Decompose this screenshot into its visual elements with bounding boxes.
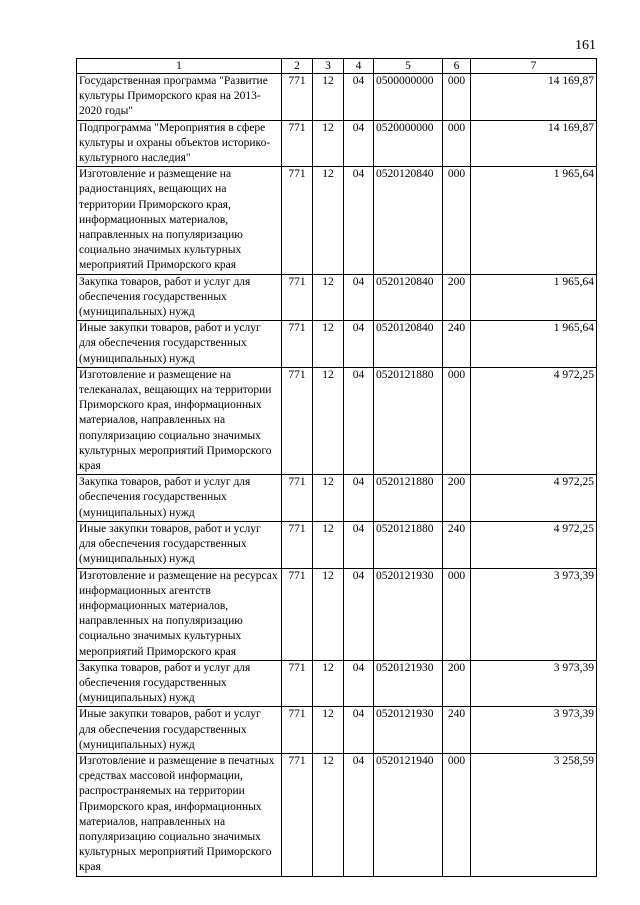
column-header: 7: [471, 59, 597, 74]
row-section-code: 12: [313, 367, 344, 474]
row-section-code: 12: [313, 660, 344, 707]
row-name: Иные закупки товаров, работ и услуг для обеспечения государственных (муниципальных) нужд: [77, 321, 282, 368]
table-body: [77, 74, 597, 877]
table-row: [77, 167, 597, 274]
row-ved-code: 771: [282, 660, 313, 707]
row-name: Закупка товаров, работ и услуг для обеспечения государственных (муниципальных) нужд: [77, 475, 282, 522]
budget-table: [76, 58, 597, 877]
table-row: [77, 753, 597, 876]
row-ved-code: 771: [282, 274, 313, 321]
table-row: [77, 274, 597, 321]
row-name: Закупка товаров, работ и услуг для обеспечения государственных (муниципальных) нужд: [77, 660, 282, 707]
row-ved-code: 771: [282, 367, 313, 474]
row-subsection-code: 04: [344, 274, 374, 321]
row-amount: 1 965,64: [471, 321, 597, 368]
row-amount: 4 972,25: [471, 367, 597, 474]
column-header: 2: [282, 59, 313, 74]
row-subsection-code: 04: [344, 568, 374, 660]
row-target-code: 0520120840: [374, 167, 443, 274]
row-expense-type: 000: [443, 753, 471, 876]
row-amount: 4 972,25: [471, 475, 597, 522]
row-section-code: 12: [313, 521, 344, 568]
row-name: Изготовление и размещение на радиостанциях, вещающих на территории Приморского края, информационных материалов, направленных на популяризацию социально значимых культурных мероприятий Приморского края: [77, 167, 282, 274]
row-section-code: 12: [313, 707, 344, 754]
row-section-code: 12: [313, 568, 344, 660]
row-expense-type: 000: [443, 568, 471, 660]
column-header: 6: [443, 59, 471, 74]
table-row: [77, 707, 597, 754]
row-section-code: 12: [313, 74, 344, 121]
column-header: 4: [344, 59, 374, 74]
row-ved-code: 771: [282, 74, 313, 121]
row-subsection-code: 04: [344, 521, 374, 568]
row-ved-code: 771: [282, 475, 313, 522]
row-ved-code: 771: [282, 707, 313, 754]
row-ved-code: 771: [282, 120, 313, 167]
row-amount: 4 972,25: [471, 521, 597, 568]
table-row: [77, 367, 597, 474]
row-target-code: 0520121930: [374, 568, 443, 660]
row-amount: 14 169,87: [471, 74, 597, 121]
table-row: [77, 321, 597, 368]
row-expense-type: 000: [443, 167, 471, 274]
row-subsection-code: 04: [344, 120, 374, 167]
row-target-code: 0520121880: [374, 521, 443, 568]
row-section-code: 12: [313, 274, 344, 321]
row-ved-code: 771: [282, 321, 313, 368]
row-subsection-code: 04: [344, 321, 374, 368]
row-subsection-code: 04: [344, 753, 374, 876]
row-section-code: 12: [313, 167, 344, 274]
column-header: 5: [374, 59, 443, 74]
row-section-code: 12: [313, 120, 344, 167]
row-name: Изготовление и размещение в печатных средствах массовой информации, распространяемых на территории Приморского края, информационных материалов, направленных на популяризацию социально значимых культурных мероприятий Приморского края: [77, 753, 282, 876]
row-name: Закупка товаров, работ и услуг для обеспечения государственных (муниципальных) нужд: [77, 274, 282, 321]
row-amount: 3 973,39: [471, 707, 597, 754]
row-amount: 1 965,64: [471, 274, 597, 321]
row-name: Иные закупки товаров, работ и услуг для обеспечения государственных (муниципальных) нужд: [77, 707, 282, 754]
row-amount: 3 258,59: [471, 753, 597, 876]
row-target-code: 0520120840: [374, 274, 443, 321]
row-name: Подпрограмма "Мероприятия в сфере культуры и охраны объектов историко-культурного наследия": [77, 120, 282, 167]
row-amount: 3 973,39: [471, 568, 597, 660]
row-amount: 1 965,64: [471, 167, 597, 274]
table-row: [77, 120, 597, 167]
row-ved-code: 771: [282, 167, 313, 274]
row-subsection-code: 04: [344, 475, 374, 522]
table-row: [77, 660, 597, 707]
row-name: Государственная программа "Развитие культуры Приморского края на 2013-2020 годы": [77, 74, 282, 121]
row-section-code: 12: [313, 475, 344, 522]
row-expense-type: 000: [443, 367, 471, 474]
table-row: [77, 568, 597, 660]
row-expense-type: 000: [443, 74, 471, 121]
row-ved-code: 771: [282, 521, 313, 568]
row-target-code: 0520121940: [374, 753, 443, 876]
row-subsection-code: 04: [344, 707, 374, 754]
table-row: [77, 475, 597, 522]
page-number: 161: [575, 38, 596, 53]
row-amount: 3 973,39: [471, 660, 597, 707]
row-target-code: 0520121880: [374, 367, 443, 474]
row-ved-code: 771: [282, 568, 313, 660]
row-subsection-code: 04: [344, 167, 374, 274]
table-header-row: [77, 59, 597, 74]
row-expense-type: 200: [443, 274, 471, 321]
row-expense-type: 200: [443, 660, 471, 707]
row-expense-type: 240: [443, 321, 471, 368]
row-expense-type: 000: [443, 120, 471, 167]
row-expense-type: 240: [443, 707, 471, 754]
row-subsection-code: 04: [344, 660, 374, 707]
row-target-code: 0520000000: [374, 120, 443, 167]
row-expense-type: 200: [443, 475, 471, 522]
row-target-code: 0520121880: [374, 475, 443, 522]
row-expense-type: 240: [443, 521, 471, 568]
row-ved-code: 771: [282, 753, 313, 876]
row-subsection-code: 04: [344, 74, 374, 121]
row-target-code: 0520121930: [374, 660, 443, 707]
row-section-code: 12: [313, 321, 344, 368]
row-section-code: 12: [313, 753, 344, 876]
table-row: [77, 74, 597, 121]
table-row: [77, 521, 597, 568]
row-subsection-code: 04: [344, 367, 374, 474]
row-target-code: 0520121930: [374, 707, 443, 754]
row-name: Иные закупки товаров, работ и услуг для обеспечения государственных (муниципальных) нужд: [77, 521, 282, 568]
row-target-code: 0520120840: [374, 321, 443, 368]
row-name: Изготовление и размещение на телеканалах, вещающих на территории Приморского края, информационных материалов, направленных на популяризацию социально значимых культурных мероприятий Приморского края: [77, 367, 282, 474]
row-amount: 14 169,87: [471, 120, 597, 167]
row-target-code: 0500000000: [374, 74, 443, 121]
column-header: 1: [77, 59, 282, 74]
row-name: Изготовление и размещение на ресурсах информационных агентств информационных материалов, направленных на популяризацию социально значимых культурных мероприятий Приморского края: [77, 568, 282, 660]
column-header: 3: [313, 59, 344, 74]
